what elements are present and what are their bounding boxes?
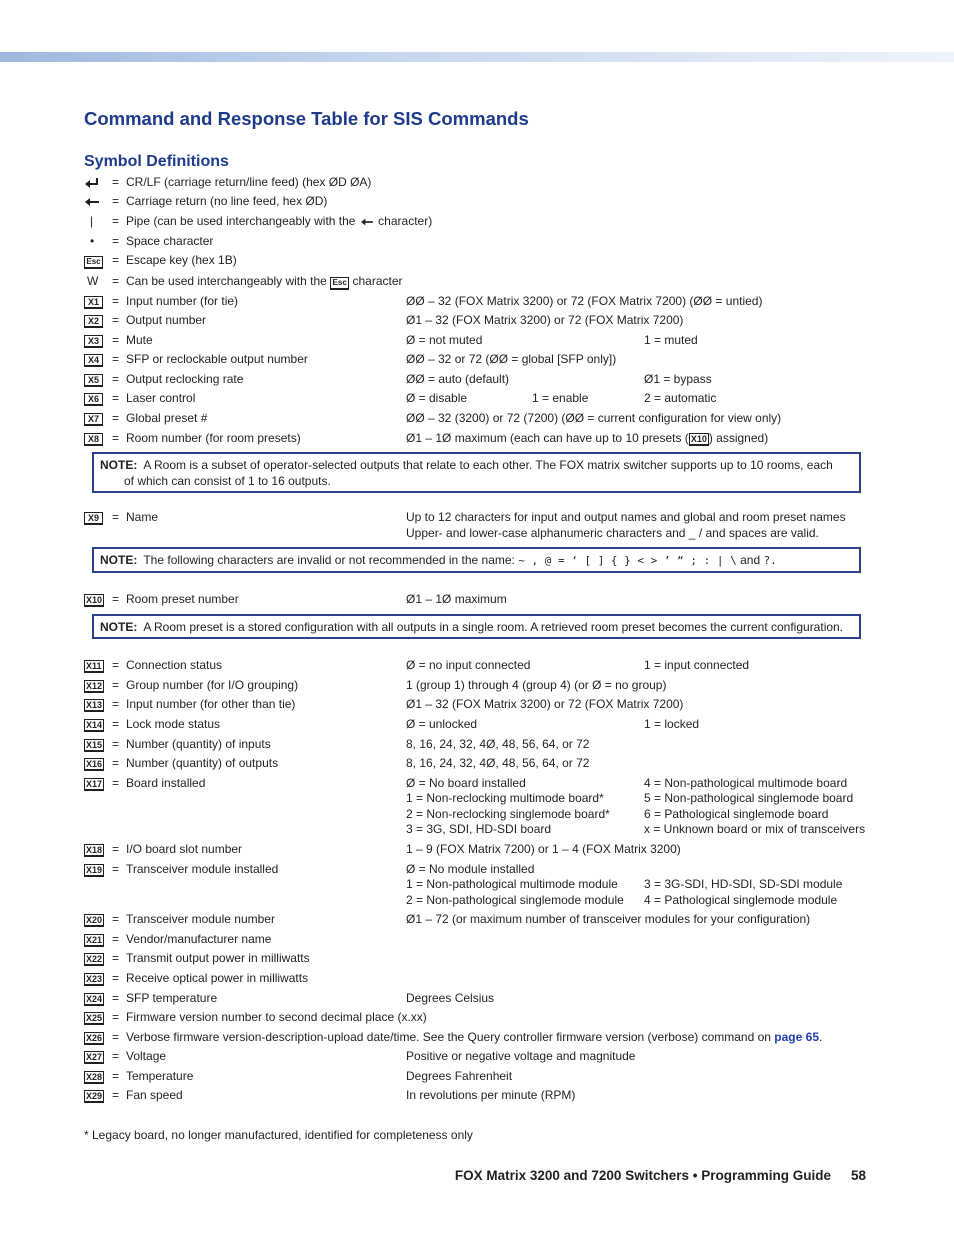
footnote: * Legacy board, no longer manufactured, identified for completeness only [84, 1128, 473, 1142]
page-footer [455, 1168, 866, 1183]
header-bar [0, 52, 954, 62]
carriage-return-icon [359, 217, 375, 227]
page-title: Command and Response Table for SIS Commands [84, 108, 529, 129]
footer-title: FOX Matrix 3200 and 7200 Switchers • Programming Guide [454, 1168, 831, 1183]
section-title: Symbol Definitions [84, 153, 229, 170]
note-room-preset: NOTE: A Room preset is a stored configuration with all outputs in a single room. A retrieved room preset becomes the current configuration. [92, 614, 861, 639]
esc-key-symbol: Esc [330, 277, 349, 290]
carriage-return-icon [84, 194, 108, 209]
esc-key-symbol: Esc [84, 256, 103, 269]
page-number: 58 [850, 1168, 866, 1183]
page-65-link[interactable]: page 65 [774, 1030, 819, 1044]
note-room: NOTE: A Room is a subset of operator-selected outputs that relate to each other. The FOX matrix switcher supports up to 10 rooms, each of which can consist of 1 to 16 outputs. [92, 452, 861, 493]
note-invalid-chars: NOTE: The following characters are invalid or not recommended in the name: ~ , @ = ‘ [ ] { } < > ’ “ ; : | \ and ?. [92, 547, 861, 573]
cr-lf-icon [84, 175, 108, 190]
